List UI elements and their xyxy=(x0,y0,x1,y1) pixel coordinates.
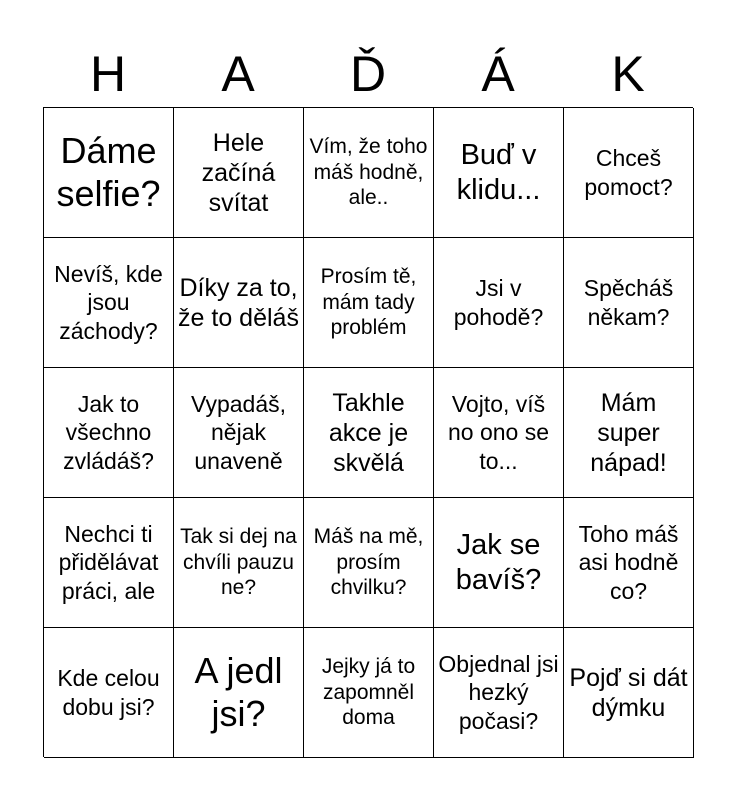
cell-text: Tak si dej na chvíli pauzu ne? xyxy=(180,525,297,600)
cell-text: Nechci ti přidělávat práci, ale xyxy=(58,521,159,604)
bingo-board xyxy=(43,107,693,757)
bingo-cell[interactable] xyxy=(564,628,694,758)
bingo-cell[interactable] xyxy=(44,368,174,498)
cell-text: Dáme selfie? xyxy=(56,130,161,214)
cell-text: Pojď si dát dýmku xyxy=(569,663,688,722)
cell-text: Vojto, víš no ono se to... xyxy=(447,391,550,474)
cell-text: Jak to všechno zvládáš? xyxy=(63,391,154,474)
cell-text: A jedl jsi? xyxy=(194,650,283,734)
bingo-cell[interactable] xyxy=(44,628,174,758)
cell-text: Buď v klidu... xyxy=(456,138,541,206)
bingo-cell[interactable] xyxy=(434,108,564,238)
header-letter: K xyxy=(611,46,645,102)
cell-text: Hele začíná svítat xyxy=(201,128,276,217)
cell-text: Jejky já to zapomněl doma xyxy=(321,655,416,730)
bingo-cell[interactable] xyxy=(174,628,304,758)
bingo-cell[interactable] xyxy=(44,108,174,238)
bingo-cell[interactable] xyxy=(174,498,304,628)
bingo-header xyxy=(43,40,693,108)
bingo-cell[interactable] xyxy=(564,498,694,628)
header-letter: H xyxy=(89,46,127,102)
bingo-cell[interactable] xyxy=(564,368,694,498)
cell-text: Máš na mě, prosím chvilku? xyxy=(313,525,424,600)
bingo-cell[interactable] xyxy=(44,498,174,628)
bingo-cell[interactable] xyxy=(174,108,304,238)
cell-text: Spěcháš někam? xyxy=(583,275,674,330)
bingo-cell[interactable] xyxy=(304,238,434,368)
bingo-cell[interactable] xyxy=(44,238,174,368)
bingo-cell[interactable] xyxy=(434,628,564,758)
header-letter: Ď xyxy=(349,46,387,102)
cell-text: Jsi v pohodě? xyxy=(453,275,544,330)
header-letter: Á xyxy=(481,46,515,102)
bingo-cell[interactable] xyxy=(304,498,434,628)
cell-text: Takhle akce je skvělá xyxy=(328,388,409,477)
cell-text: Mám super nápad! xyxy=(590,388,667,477)
cell-text: Díky za to, že to děláš xyxy=(178,273,299,332)
cell-text: Vypadáš, nějak unaveně xyxy=(190,391,287,474)
bingo-cell[interactable] xyxy=(434,238,564,368)
cell-text: Prosím tě, mám tady problém xyxy=(320,265,417,340)
bingo-cell[interactable] xyxy=(434,368,564,498)
cell-text: Nevíš, kde jsou záchody? xyxy=(54,261,163,344)
bingo-cell[interactable] xyxy=(564,238,694,368)
bingo-cell[interactable] xyxy=(564,108,694,238)
bingo-cell[interactable] xyxy=(174,238,304,368)
header-letter: A xyxy=(221,46,255,102)
cell-text: Toho máš asi hodně co? xyxy=(578,521,679,604)
cell-text: Jak se bavíš? xyxy=(455,528,542,596)
bingo-cell[interactable] xyxy=(304,108,434,238)
cell-text: Kde celou dobu jsi? xyxy=(57,665,160,720)
cell-text: Chceš pomoct? xyxy=(584,145,673,200)
cell-text: Vím, že toho máš hodně, ale.. xyxy=(309,135,428,210)
bingo-cell[interactable] xyxy=(174,368,304,498)
bingo-cell[interactable] xyxy=(304,368,434,498)
bingo-cell[interactable] xyxy=(434,498,564,628)
bingo-cell[interactable] xyxy=(304,628,434,758)
cell-text: Objednal jsi hezký počasi? xyxy=(438,651,559,734)
